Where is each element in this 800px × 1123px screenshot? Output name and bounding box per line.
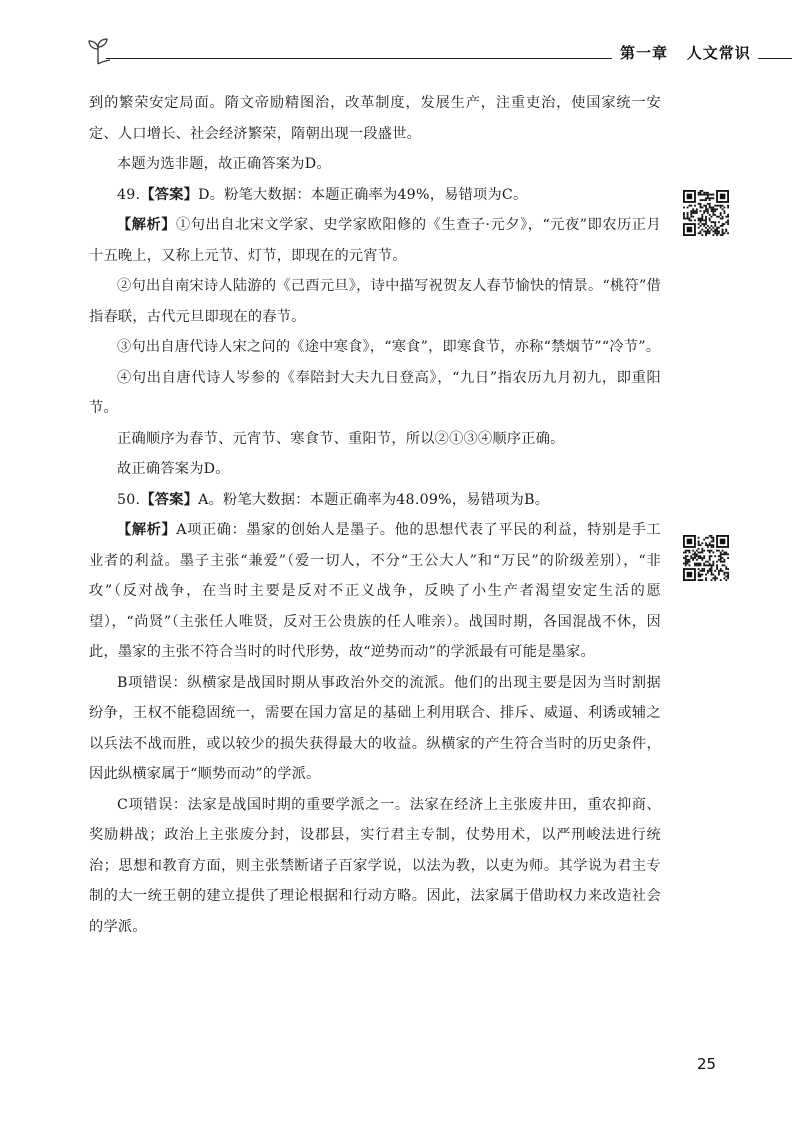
header-rule-tail <box>758 58 792 59</box>
paragraph: C项错误：法家是战国时期的重要学派之一。法家在经济上主张废井田，重农抑商、奖励耕战；政治上主张废分封，设郡县，实行君主专制，仗势用术，以严刑峻法进行统治；思想和教育方面，则主张禁断诸子百家学说，以法为教，以吏为师。其学说为君主专制的大一统王朝的建立提供了理论根据和行动方略。因此，法家属于借助权力来改造社会的学派。 <box>89 796 661 935</box>
question-number: 49. <box>117 186 141 203</box>
analysis-paragraph <box>89 210 661 271</box>
question-number: 50. <box>117 491 141 508</box>
qr-code-icon[interactable] <box>683 190 729 236</box>
answer-text: D。粉笔大数据：本题正确率为49%，易错项为C。 <box>198 186 528 203</box>
sprout-icon <box>86 36 110 66</box>
paragraph: 正确顺序为春节、元宵节、寒食节、重阳节，所以②①③④顺序正确。 <box>117 430 565 447</box>
answer-paragraph-50 <box>89 485 661 516</box>
page-header <box>86 36 790 72</box>
answer-text: A。粉笔大数据：本题正确率为48.09%，易错项为B。 <box>198 491 550 508</box>
page-number: 25 <box>697 1055 717 1073</box>
paragraph: ④句出自唐代诗人岑参的《奉陪封大夫九日登高》，“九日”指农历九月初九，即重阳节。 <box>89 369 661 416</box>
paragraph: 故正确答案为D。 <box>117 461 230 477</box>
paragraph: 本题为选非题，故正确答案为D。 <box>117 156 331 172</box>
answer-paragraph-49 <box>89 180 661 211</box>
analysis-tag: 【解析】 <box>117 217 176 233</box>
analysis-text: A项正确：墨家的创始人是墨子。他的思想代表了平民的利益，特别是手工业者的利益。墨子主张“兼爱”（爱一切人，不分“王公大人”和“万民”的阶级差别），“非攻”（反对战争，在当时主要是反对不正义战争，反映了小生产者渴望安定生活的愿望），“尚贤”（主张任人唯贤，反对王公贵族的任人唯亲）。战国时期，各国混战不休，因此，墨家的主张不符合当时的时代形势，故“逆势而动”的学派最有可能是墨家。 <box>89 522 661 660</box>
paragraph: ②句出自南宋诗人陆游的《己酉元旦》，诗中描写祝贺友人春节愉快的情景。“桃符”借指春联，古代元旦即现在的春节。 <box>89 278 661 325</box>
analysis-text: ①句出自北宋文学家、史学家欧阳修的《生查子·元夕》，“元夜”即农历正月十五晚上，又称上元节、灯节，即现在的元宵节。 <box>89 217 661 264</box>
answer-tag: 【答案】 <box>140 186 199 203</box>
analysis-paragraph <box>89 515 661 668</box>
chapter-number: 第一章 <box>620 44 669 62</box>
paragraph: 到的繁荣安定局面。隋文帝励精图治，改革制度，发展生产，注重吏治，使国家统一安定、人口增长、社会经济繁荣，隋朝出现一段盛世。 <box>89 95 661 142</box>
answer-tag: 【答案】 <box>140 491 199 508</box>
article-body <box>89 88 661 942</box>
analysis-tag: 【解析】 <box>117 522 177 538</box>
qr-code-icon[interactable] <box>683 535 729 581</box>
paragraph: B项错误：纵横家是战国时期从事政治外交的流派。他们的出现主要是因为当时割据纷争，王权不能稳固统一，需要在国力富足的基础上利用联合、排斥、威逼、利诱或辅之以兵法不战而胜，或以较少的损失获得最大的收益。纵横家的产生符合当时的历史条件，因此纵横家属于“顺势而动”的学派。 <box>89 674 661 782</box>
header-rule <box>106 58 612 59</box>
chapter-title <box>620 42 751 63</box>
chapter-topic: 人文常识 <box>686 44 751 62</box>
paragraph: ③句出自唐代诗人宋之问的《途中寒食》，“寒食”，即寒食节，亦称“禁烟节”“冷节”。 <box>117 339 661 355</box>
